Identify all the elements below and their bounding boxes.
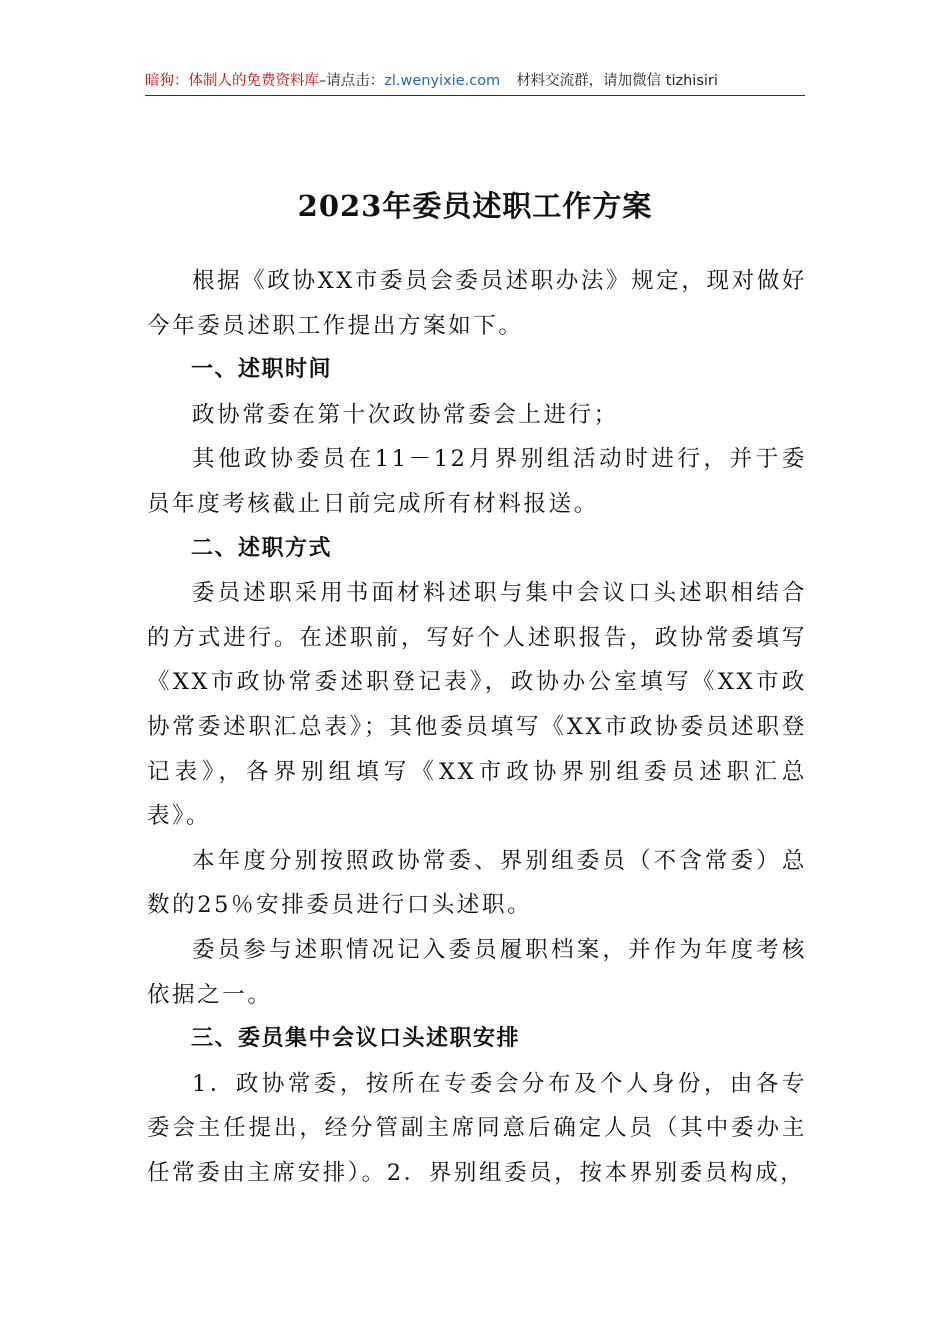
site-name: 暗狗：体制人的免费资料库: [145, 73, 319, 89]
body-paragraph: 其他政协委员在11－12月界别组活动时进行，并于委员年度考核截止日前完成所有材料报送。: [147, 446, 807, 517]
section-heading-arrangement: 三、委员集中会议口头述职安排: [191, 1026, 521, 1052]
site-link[interactable]: zl.wenyixie.com: [384, 73, 501, 89]
section-heading-method: 二、述职方式: [191, 535, 333, 561]
intro-paragraph: 根据《政协XX市委员会委员述职办法》规定，现对做好今年委员述职工作提出方案如下。: [147, 268, 807, 339]
document-body: [147, 259, 807, 1195]
body-paragraph: 1．政协常委，按所在专委会分布及个人身份，由各专委会主任提出，经分管副主席同意后确定人员（其中委办主任常委由主席安排）。2．界别组委员，按本界别委员构成，: [147, 1070, 807, 1186]
section-heading-time: 一、述职时间: [191, 357, 333, 383]
group-info: 材料交流群，请加微信 tizhisiri: [516, 73, 718, 89]
document-title: 2023年委员述职工作方案: [297, 189, 653, 224]
body-paragraph: 委员述职采用书面材料述职与集中会议口头述职相结合的方式进行。在述职前，写好个人述职报告，政协常委填写《XX市政协常委述职登记表》，政协办公室填写《XX市政协常委述职汇总表》；其他委员填写《XX市政协委员述职登记表》，各界别组填写《XX市政协界别组委员述职汇总表》。: [147, 580, 807, 830]
page-header: [145, 68, 805, 94]
body-paragraph: 委员参与述职情况记入委员履职档案，并作为年度考核依据之一。: [147, 936, 807, 1008]
body-paragraph: 本年度分别按照政协常委、界别组委员（不含常委）总数的25％安排委员进行口头述职。: [147, 847, 807, 919]
click-prompt: –请点击：: [319, 73, 385, 89]
header-divider: [145, 95, 805, 96]
body-paragraph: 政协常委在第十次政协常委会上进行；: [192, 401, 619, 428]
